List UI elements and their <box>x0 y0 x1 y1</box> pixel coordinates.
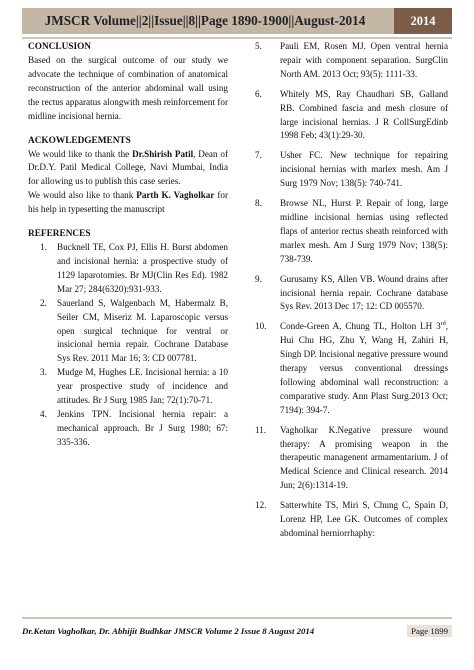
left-column <box>28 40 228 450</box>
reference-item: 10. Conde-Green A, Chung TL, Holton LH 3rd, Hui Chu HG, Zhu Y, Wang H, Zahiri H, Singh DP. Incisional negative pressure wound therapy versus conventional dressings following abdominal wall reconstruction: a comparative study. Ann Plast Surg.2013 Oct; 7194): 394-7. <box>255 321 448 415</box>
reference-item: 6. Whitely MS, Ray Chaudhari SB, Galland RB. Combined fascia and mesh closure of large incisional hernias. J R CollSurgEdinb 1998 Feb; 43(1):29-30. <box>255 88 448 141</box>
reference-item: 3. Mudge M, Hughes LE. Incisional hernia: a 10 year prospective study of incidence and attitudes. Br J Surg 1985 Jan; 72(1):70-71. <box>40 367 228 406</box>
journal-header-title: JMSCR Volume||2||Issue||8||Page 1890-1900||August-2014 <box>22 8 394 34</box>
typesetter-name: Parth K. Vagholkar <box>136 190 215 201</box>
conclusion-text: Based on the surgical outcome of our study we advocate the technique of combination of anatomical reconstruction of the anterior abdominal wall using the rectus apparatus alongwith mesh reinforcement for midline incisional hernia. <box>28 55 228 121</box>
conclusion-heading: CONCLUSION <box>28 42 92 52</box>
reference-item: 11. Vagholkar K.Negative pressure wound therapy: A promising weapon in the therapeutic managenent armamentarium. J of Medical Science and Clinical research. 2014 Jun; 2(6):1314-19. <box>255 424 448 491</box>
reference-item: 1. Bucknell TE, Cox PJ, Ellis H. Burst abdomen and incisional hernia: a prospective study of 1129 laparotomies. Br MJ(Clin Res Ed). 1982 Mar 27; 284(6320):931-933. <box>40 242 228 294</box>
reference-item: 5. Pauli EM, Rosen MJ. Open ventral hernia repair with component separation. SurgClin North AM. 2013 Oct; 93(5): 1111-33. <box>255 41 448 79</box>
page-header <box>22 8 452 34</box>
footer-divider <box>22 617 452 619</box>
acknowledgements-paragraph-2: We would also like to thank Parth K. Vagholkar for his help in typesetting the manuscript <box>28 190 229 215</box>
acknowledgements-heading: ACKOWLEDGEMENTS <box>28 135 131 146</box>
dean-name: Dr.Shirish Patil <box>132 148 194 159</box>
page-number: Page 1899 <box>407 625 452 637</box>
header-divider <box>22 37 452 39</box>
footer-authors: Dr.Ketan Vagholkar, Dr. Abhijit Budhkar JMSCR Volume 2 Issue 8 August 2014 <box>22 626 315 636</box>
references-heading: REFERENCES <box>28 229 91 240</box>
reference-item: 2. Sauerland S, Walgenbach M, Habermalz B, Seiler CM, Miseriz M. Laparoscopic versus open surgical technique for ventral or insicional hernia repair. Cochrane Database Sys Rev. 2011 Mar 16; 3: CD 007781. <box>40 297 228 364</box>
references-list-left <box>28 241 228 450</box>
reference-item: 7. Usher FC. New technique for repairing incisional hernias with marlex mesh. Am J Surg 1979 Nov; 138(5): 740-741. <box>255 150 448 189</box>
right-column <box>255 40 448 541</box>
acknowledgements-paragraph-1: We would like to thank the Dr.Shirish Patil, Dean of Dr.D.Y. Patil Medical College, Navi Mumbai, India for allowing us to publish this case series. <box>28 148 228 187</box>
reference-item: 12. Satterwhite TS, Miri S, Chung C, Spain D, Lorenz HP, Lee GK. Outcomes of complex abdominal herniorrhaphy: <box>255 500 448 538</box>
page-footer <box>22 621 452 641</box>
references-list-right <box>255 40 448 541</box>
reference-item: 8. Browse NL, Hurst P. Repair of long, large midline incisional hernias using reflected flaps of anterior rectus sheath reinforced with marlex mesh. Am J Surg 1979 Nov; 138(5): 738-739. <box>255 198 448 264</box>
header-year-badge: 2014 <box>394 8 452 34</box>
reference-item: 9. Gurusamy KS, Allen VB. Wound drains after incisional hernia repair. Cochrane database Sys Rev. 2013 Dec 17; 12: CD 005570. <box>255 273 448 312</box>
reference-item: 4. Jenkins TPN. Incisional hernia repair: a mechanical approach. Br J Surg 1980; 67: 335-336. <box>40 408 228 447</box>
